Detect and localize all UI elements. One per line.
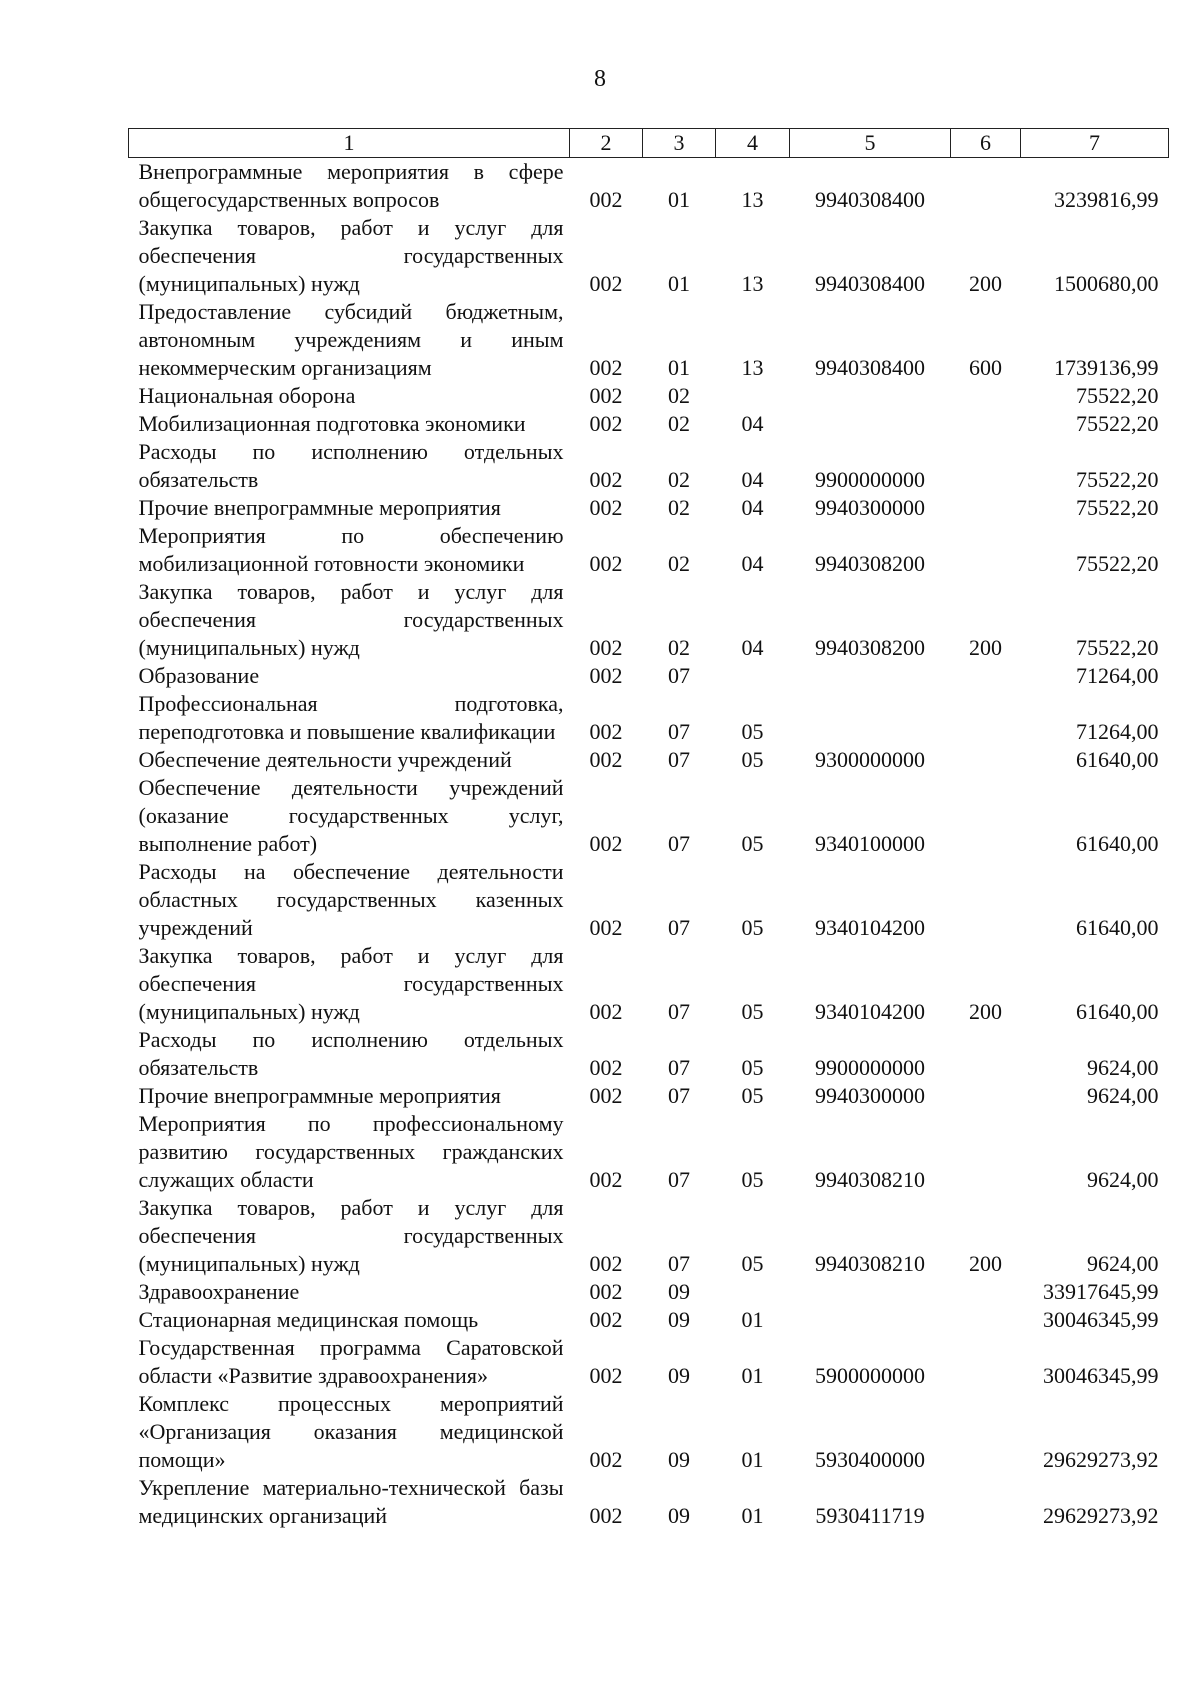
row-code-2: 002: [589, 1447, 623, 1472]
table-row: [129, 774, 1169, 858]
table-row: [129, 1194, 1169, 1278]
table-row: [129, 494, 1169, 522]
row-code-4: 04: [741, 495, 764, 520]
row-amount: 71264,00: [1076, 719, 1159, 744]
row-code-6: 200: [969, 1251, 1002, 1276]
row-amount: 71264,00: [1076, 663, 1159, 688]
row-code-6: [951, 438, 1021, 494]
row-code-6: [951, 1082, 1021, 1110]
row-name: Расходы на обеспечение деятельности областных государственных казенных учреждений: [138, 859, 564, 940]
row-code-2: 002: [589, 187, 623, 212]
row-name: Расходы по исполнению отдельных обязательств: [138, 1027, 564, 1080]
row-name: Закупка товаров, работ и услуг для обеспечения государственных (муниципальных) нужд: [138, 215, 564, 296]
row-code-2: 002: [589, 551, 623, 576]
row-code-4: 05: [741, 1167, 764, 1192]
row-amount: 61640,00: [1076, 747, 1159, 772]
row-code-2: 002: [589, 1167, 623, 1192]
row-amount: 29629273,92: [1043, 1503, 1159, 1528]
row-code-2: 002: [589, 1503, 623, 1528]
table-row: [129, 382, 1169, 410]
row-code-2: 002: [589, 831, 623, 856]
row-code-3: 07: [668, 663, 690, 688]
row-code-5: 9940308200: [815, 551, 925, 576]
row-code-3: 07: [668, 1055, 690, 1080]
row-code-3: 02: [668, 383, 690, 408]
row-code-4: 13: [741, 355, 764, 380]
row-code-5: 9340104200: [815, 999, 925, 1024]
row-code-5: 5930411719: [815, 1503, 925, 1528]
row-code-4: 04: [741, 551, 764, 576]
table-row: [129, 690, 1169, 746]
row-code-3: 07: [668, 831, 690, 856]
table-body: [129, 158, 1169, 1531]
row-name: Комплекс процессных мероприятий «Организация оказания медицинской помощи»: [138, 1391, 564, 1472]
row-code-6: [951, 494, 1021, 522]
row-code-5: 9900000000: [815, 1055, 925, 1080]
table-row: [129, 1390, 1169, 1474]
row-amount: 61640,00: [1076, 915, 1159, 940]
table-row: [129, 858, 1169, 942]
row-name: Здравоохранение: [138, 1279, 300, 1304]
row-amount: 30046345,99: [1043, 1363, 1159, 1388]
row-code-5: 9940308210: [815, 1167, 925, 1192]
row-code-6: [951, 1278, 1021, 1306]
row-name: Прочие внепрограммные мероприятия: [138, 495, 501, 520]
header-col-3: 3: [643, 129, 716, 158]
row-code-4: [716, 382, 790, 410]
row-code-2: 002: [589, 1251, 623, 1276]
row-code-4: 04: [741, 467, 764, 492]
row-code-2: 002: [589, 999, 623, 1024]
table-header: [129, 129, 1169, 158]
row-code-4: 05: [741, 831, 764, 856]
row-name: Образование: [138, 663, 260, 688]
row-code-3: 07: [668, 747, 690, 772]
row-code-4: 04: [741, 411, 764, 436]
row-code-5: 9940300000: [815, 495, 925, 520]
row-code-4: 01: [741, 1503, 764, 1528]
table-row: [129, 942, 1169, 1026]
row-code-6: [951, 1390, 1021, 1474]
row-amount: 75522,20: [1076, 383, 1159, 408]
row-code-4: 05: [741, 915, 764, 940]
row-name: Мероприятия по обеспечению мобилизационной готовности экономики: [138, 523, 564, 576]
row-code-3: 07: [668, 999, 690, 1024]
row-code-2: 002: [589, 1363, 623, 1388]
row-code-4: 01: [741, 1363, 764, 1388]
row-code-4: 05: [741, 1055, 764, 1080]
table-row: [129, 1334, 1169, 1390]
row-code-3: 09: [668, 1279, 690, 1304]
row-code-5: 9940308400: [815, 187, 925, 212]
row-code-2: 002: [589, 1083, 623, 1108]
row-name: Мероприятия по профессиональному развитию государственных гражданских служащих области: [138, 1111, 564, 1192]
row-amount: 33917645,99: [1043, 1279, 1159, 1304]
row-code-3: 01: [668, 187, 690, 212]
row-name: Укрепление материально-технической базы медицинских организаций: [138, 1475, 564, 1528]
row-name: Закупка товаров, работ и услуг для обеспечения государственных (муниципальных) нужд: [138, 943, 564, 1024]
row-code-3: 02: [668, 495, 690, 520]
row-code-3: 07: [668, 1083, 690, 1108]
row-code-5: 9340104200: [815, 915, 925, 940]
row-name: Внепрограммные мероприятия в сфере общегосударственных вопросов: [138, 159, 564, 212]
table-row: [129, 522, 1169, 578]
row-code-6: [951, 858, 1021, 942]
row-code-4: 05: [741, 719, 764, 744]
row-code-5: 5930400000: [815, 1447, 925, 1472]
row-code-6: 200: [969, 271, 1002, 296]
row-code-5: [790, 410, 951, 438]
row-name: Обеспечение деятельности учреждений (оказание государственных услуг, выполнение работ): [138, 775, 564, 856]
row-name: Прочие внепрограммные мероприятия: [138, 1083, 501, 1108]
page-number: 8: [594, 66, 606, 92]
row-code-2: 002: [589, 495, 623, 520]
row-code-2: 002: [589, 271, 623, 296]
table-row: [129, 438, 1169, 494]
row-code-3: 02: [668, 635, 690, 660]
row-code-2: 002: [589, 747, 623, 772]
row-code-6: [951, 1474, 1021, 1530]
header-col-2: 2: [570, 129, 643, 158]
row-code-5: 9340100000: [815, 831, 925, 856]
row-amount: 61640,00: [1076, 999, 1159, 1024]
row-code-2: 002: [589, 383, 623, 408]
row-amount: 3239816,99: [1054, 187, 1159, 212]
row-name: Профессиональная подготовка, переподготовка и повышение квалификации: [138, 691, 564, 744]
row-name: Мобилизационная подготовка экономики: [138, 411, 526, 436]
row-code-6: [951, 158, 1021, 215]
row-name: Расходы по исполнению отдельных обязательств: [138, 439, 564, 492]
header-row: [129, 129, 1169, 158]
row-code-4: 05: [741, 1251, 764, 1276]
table-row: [129, 1110, 1169, 1194]
row-amount: 9624,00: [1087, 1055, 1159, 1080]
row-code-3: 02: [668, 467, 690, 492]
table-row: [129, 746, 1169, 774]
row-code-6: 200: [969, 635, 1002, 660]
row-code-4: 01: [741, 1307, 764, 1332]
row-code-3: 09: [668, 1363, 690, 1388]
row-amount: 75522,20: [1076, 467, 1159, 492]
table-row: [129, 1306, 1169, 1334]
row-amount: 75522,20: [1076, 411, 1159, 436]
row-code-2: 002: [589, 411, 623, 436]
row-code-4: 05: [741, 1083, 764, 1108]
row-code-2: 002: [589, 1279, 623, 1304]
row-code-3: 09: [668, 1307, 690, 1332]
row-amount: 29629273,92: [1043, 1447, 1159, 1472]
row-code-4: 13: [741, 187, 764, 212]
table-row: [129, 214, 1169, 298]
row-code-5: [790, 1278, 951, 1306]
row-name: Предоставление субсидий бюджетным, автономным учреждениям и иным некоммерческим организациям: [138, 299, 564, 380]
row-code-2: 002: [589, 915, 623, 940]
table-row: [129, 1474, 1169, 1530]
row-code-6: 200: [969, 999, 1002, 1024]
budget-table: [128, 128, 1169, 1530]
row-code-5: [790, 1306, 951, 1334]
row-code-5: 9940300000: [815, 1083, 925, 1108]
row-code-6: [951, 1306, 1021, 1334]
row-code-4: 05: [741, 747, 764, 772]
row-amount: 30046345,99: [1043, 1307, 1159, 1332]
row-code-3: 02: [668, 551, 690, 576]
row-code-2: 002: [589, 1055, 623, 1080]
row-code-6: [951, 1026, 1021, 1082]
row-code-2: 002: [589, 467, 623, 492]
row-code-6: [951, 690, 1021, 746]
row-code-6: [951, 662, 1021, 690]
row-code-4: 05: [741, 999, 764, 1024]
row-code-2: 002: [589, 663, 623, 688]
row-code-6: [951, 774, 1021, 858]
table-row: [129, 1026, 1169, 1082]
row-code-5: [790, 662, 951, 690]
row-code-3: 02: [668, 411, 690, 436]
row-code-6: [951, 522, 1021, 578]
row-code-3: 09: [668, 1447, 690, 1472]
row-amount: 9624,00: [1087, 1167, 1159, 1192]
row-code-2: 002: [589, 719, 623, 744]
row-code-3: 07: [668, 1167, 690, 1192]
row-amount: 75522,20: [1076, 551, 1159, 576]
row-code-4: 01: [741, 1447, 764, 1472]
table-row: [129, 158, 1169, 215]
table-row: [129, 662, 1169, 690]
table-row: [129, 578, 1169, 662]
row-amount: 75522,20: [1076, 635, 1159, 660]
row-code-3: 07: [668, 915, 690, 940]
row-amount: 9624,00: [1087, 1251, 1159, 1276]
row-amount: 61640,00: [1076, 831, 1159, 856]
row-code-3: 01: [668, 355, 690, 380]
row-amount: 1500680,00: [1054, 271, 1159, 296]
row-code-5: [790, 382, 951, 410]
row-code-2: 002: [589, 1307, 623, 1332]
row-code-2: 002: [589, 635, 623, 660]
row-code-5: 9300000000: [815, 747, 925, 772]
row-name: Закупка товаров, работ и услуг для обеспечения государственных (муниципальных) нужд: [138, 579, 564, 660]
row-code-4: [716, 662, 790, 690]
header-col-4: 4: [716, 129, 790, 158]
row-name: Государственная программа Саратовской области «Развитие здравоохранения»: [138, 1335, 564, 1388]
row-code-5: 9940308400: [815, 355, 925, 380]
row-name: Стационарная медицинская помощь: [138, 1307, 479, 1332]
row-code-5: 9940308210: [815, 1251, 925, 1276]
table-row: [129, 410, 1169, 438]
row-amount: 75522,20: [1076, 495, 1159, 520]
row-code-6: [951, 410, 1021, 438]
header-col-1: 1: [129, 129, 570, 158]
table-row: [129, 298, 1169, 382]
table-row: [129, 1082, 1169, 1110]
row-code-5: 5900000000: [815, 1363, 925, 1388]
row-code-4: [716, 1278, 790, 1306]
row-amount: 9624,00: [1087, 1083, 1159, 1108]
row-amount: 1739136,99: [1054, 355, 1159, 380]
header-col-7: 7: [1021, 129, 1169, 158]
row-code-6: [951, 746, 1021, 774]
row-code-5: 9900000000: [815, 467, 925, 492]
row-code-4: 13: [741, 271, 764, 296]
row-code-5: 9940308200: [815, 635, 925, 660]
row-name: Обеспечение деятельности учреждений: [138, 747, 512, 772]
row-code-6: [951, 1334, 1021, 1390]
row-code-3: 09: [668, 1503, 690, 1528]
row-name: Национальная оборона: [138, 383, 356, 408]
header-col-6: 6: [951, 129, 1021, 158]
header-col-5: 5: [790, 129, 951, 158]
row-code-3: 01: [668, 271, 690, 296]
row-code-3: 07: [668, 1251, 690, 1276]
row-code-6: [951, 382, 1021, 410]
row-code-5: 9940308400: [815, 271, 925, 296]
row-code-2: 002: [589, 355, 623, 380]
row-code-5: [790, 690, 951, 746]
row-name: Закупка товаров, работ и услуг для обеспечения государственных (муниципальных) нужд: [138, 1195, 564, 1276]
table-row: [129, 1278, 1169, 1306]
row-code-6: [951, 1110, 1021, 1194]
row-code-3: 07: [668, 719, 690, 744]
row-code-4: 04: [741, 635, 764, 660]
row-code-6: 600: [969, 355, 1002, 380]
